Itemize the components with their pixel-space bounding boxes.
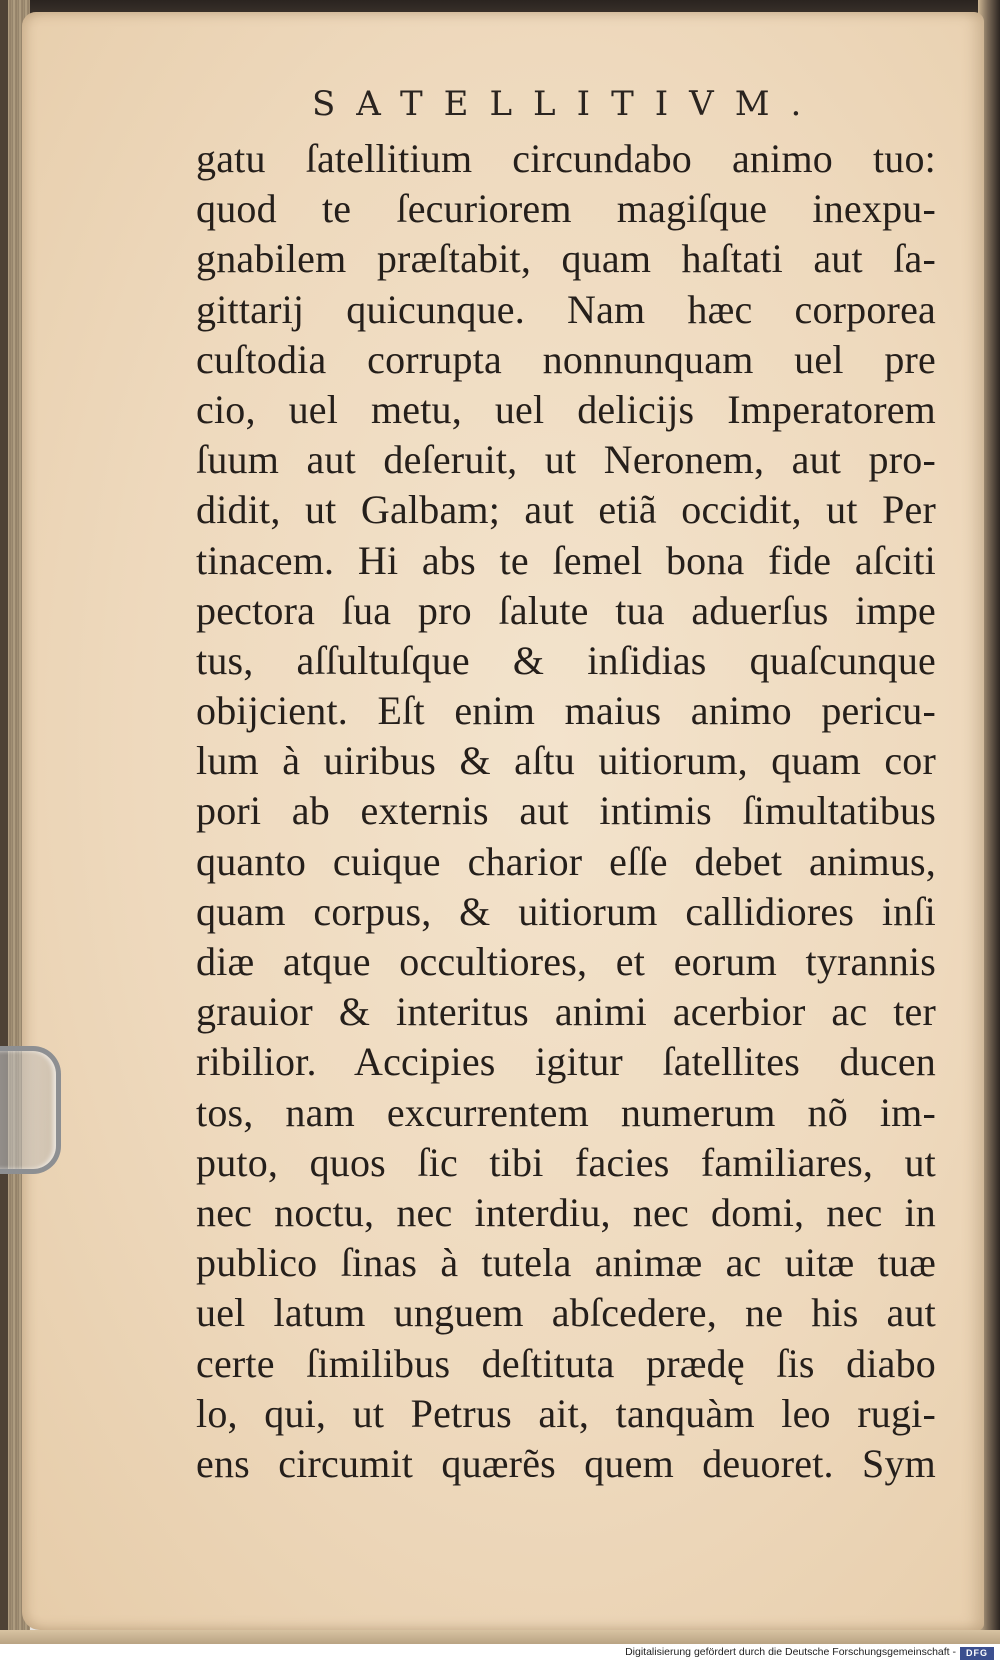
text-line: ens circumit quærẽs quem deuoret. Sym	[196, 1440, 936, 1486]
body-text	[196, 134, 936, 1489]
text-line: ribilior. Accipies igitur ſatellites ducen	[196, 1039, 936, 1085]
dfg-logo-icon: DFG	[960, 1647, 994, 1660]
digitization-footer	[0, 1644, 1000, 1664]
text-line: quod te ſecuriorem magiſque inexpu-	[196, 186, 936, 232]
text-line: gittarij quicunque. Nam hæc corporea	[196, 286, 936, 332]
text-line: tinacem. Hi abs te ſemel bona fide aſciti	[196, 537, 936, 583]
text-line: uel latum unguem abſcedere, ne his aut	[196, 1290, 936, 1336]
text-line: gatu ſatellitium circundabo animo tuo:	[196, 136, 936, 181]
page-bottom-edge	[0, 1630, 1000, 1644]
text-line: lum à uiribus & aſtu uitiorum, quam cor	[196, 738, 936, 784]
text-line: puto, quos ſic tibi facies familiares, ut	[196, 1139, 936, 1185]
text-line: cio, uel metu, uel delicijs Imperatorem	[196, 386, 936, 432]
funding-credit: Digitalisierung gefördert durch die Deutsche Forschungsgemeinschaft -	[625, 1646, 956, 1658]
text-line: obijcient. Eſt enim maius animo pericu-	[196, 688, 936, 734]
running-head: SATELLITIVM.	[312, 84, 823, 124]
text-line: gnabilem præſtabit, quam haſtati aut ſa-	[196, 236, 936, 282]
text-line: tos, nam excurrentem numerum nõ im-	[196, 1089, 936, 1135]
text-line: cuſtodia corrupta nonnunquam uel pre	[196, 336, 936, 382]
text-line: didit, ut Galbam; aut etiã occidit, ut Per	[196, 487, 936, 533]
page-stack-shadow	[0, 0, 8, 1664]
text-line: diæ atque occultiores, et eorum tyrannis	[196, 939, 936, 984]
text-line: quanto cuique charior eſſe debet animus,	[196, 838, 936, 884]
page-clip	[0, 1046, 61, 1174]
text-line: pori ab externis aut intimis ſimultatibus	[196, 788, 936, 834]
text-line: tus, aſſultuſque & inſidias quaſcunque	[196, 637, 936, 683]
text-line: lo, qui, ut Petrus ait, tanquàm leo rugi-	[196, 1390, 936, 1436]
text-line: publico ſinas à tutela animæ ac uitæ tuæ	[196, 1240, 936, 1286]
text-line: nec noctu, nec interdiu, nec domi, nec in	[196, 1189, 936, 1235]
text-line: grauior & interitus animi acerbior ac ter	[196, 989, 936, 1035]
text-line: pectora ſua pro ſalute tua aduerſus impe	[196, 587, 936, 633]
text-line: certe ſimilibus deſtituta prædę ſis diabo	[196, 1340, 936, 1386]
text-line: ſuum aut deſeruit, ut Neronem, aut pro-	[196, 437, 936, 483]
text-line: quam corpus, & uitiorum callidiores inſi	[196, 888, 936, 934]
